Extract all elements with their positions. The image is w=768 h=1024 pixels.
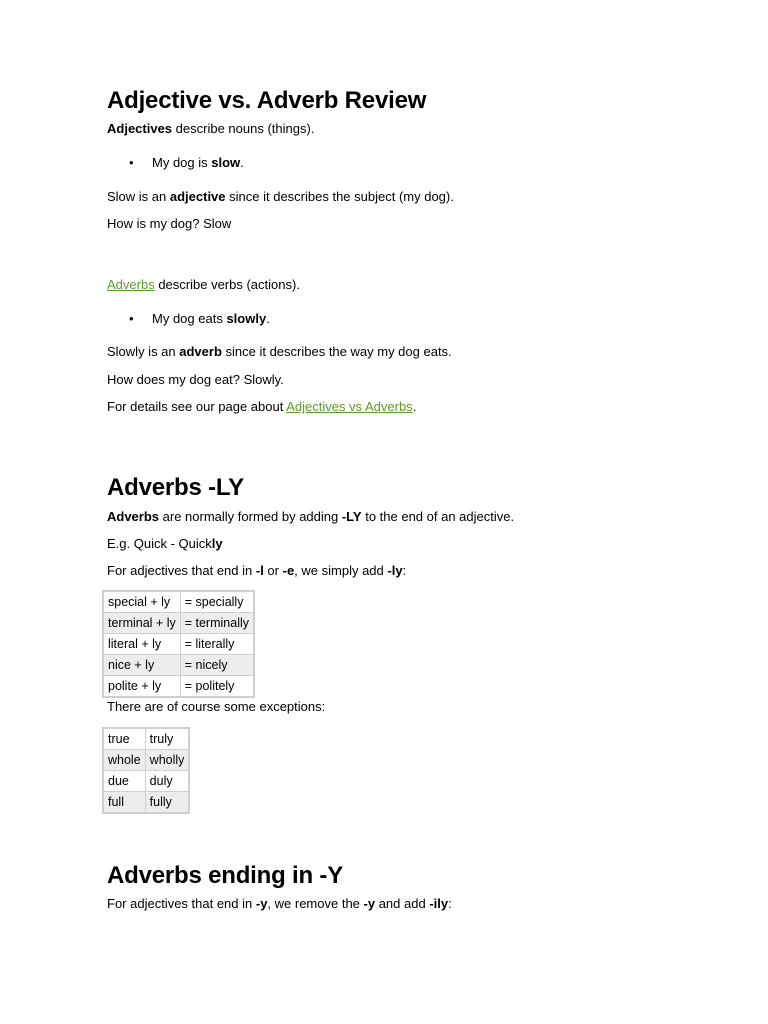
table-cell: whole (103, 750, 145, 771)
table-cell: truly (145, 728, 189, 750)
table-cell: polite + ly (103, 676, 180, 698)
ly-examples-table (102, 590, 255, 698)
table-row (103, 676, 254, 698)
table-row (103, 771, 189, 792)
adverbs-link[interactable]: Adverbs (107, 277, 155, 292)
details-line: For details see our page about Adjectives vs Adverbs. (107, 399, 417, 414)
table-cell: full (103, 792, 145, 814)
table-cell: due (103, 771, 145, 792)
table-cell: fully (145, 792, 189, 814)
table-row (103, 655, 254, 676)
how-is-my-dog: How is my dog? Slow (107, 216, 232, 231)
table-cell: = terminally (180, 613, 254, 634)
table-row (103, 634, 254, 655)
table-row (103, 750, 189, 771)
heading-adverbs-ending-y: Adverbs ending in -Y (107, 862, 344, 889)
table-row (103, 613, 254, 634)
table-cell: special + ly (103, 591, 180, 613)
adjectives-definition: Adjectives describe nouns (things). (107, 121, 315, 136)
table-row (103, 591, 254, 613)
example-slowly: My dog eats slowly. (152, 311, 270, 326)
table-cell: = politely (180, 676, 254, 698)
table-cell: nice + ly (103, 655, 180, 676)
adjectives-vs-adverbs-link[interactable]: Adjectives vs Adverbs (286, 399, 413, 414)
heading-adjective-vs-adverb: Adjective vs. Adverb Review (107, 87, 427, 114)
table-cell: = specially (180, 591, 254, 613)
l-e-rule: For adjectives that end in -l or -e, we simply add -ly: (107, 563, 407, 578)
adverbs-definition: Adverbs describe verbs (actions). (107, 277, 300, 292)
table-cell: literal + ly (103, 634, 180, 655)
heading-adverbs-ly: Adverbs -LY (107, 474, 244, 501)
table-cell: duly (145, 771, 189, 792)
bullet-dot: • (129, 155, 134, 170)
table-cell: = nicely (180, 655, 254, 676)
bullet-dot: • (129, 311, 134, 326)
table-cell: true (103, 728, 145, 750)
y-rule: For adjectives that end in -y, we remove the -y and add -ily: (107, 896, 452, 911)
table-cell: wholly (145, 750, 189, 771)
table-cell: terminal + ly (103, 613, 180, 634)
table-cell: = literally (180, 634, 254, 655)
slowly-explanation: Slowly is an adverb since it describes the way my dog eats. (107, 344, 452, 359)
exceptions-line: There are of course some exceptions: (107, 699, 326, 714)
ly-formation-rule: Adverbs are normally formed by adding -LY to the end of an adjective. (107, 509, 515, 524)
slow-explanation: Slow is an adjective since it describes the subject (my dog). (107, 189, 454, 204)
example-slow: My dog is slow. (152, 155, 244, 170)
how-does-my-dog-eat: How does my dog eat? Slowly. (107, 372, 284, 387)
exceptions-table (102, 727, 190, 814)
table-row (103, 728, 189, 750)
quick-example: E.g. Quick - Quickly (107, 536, 223, 551)
table-row (103, 792, 189, 814)
